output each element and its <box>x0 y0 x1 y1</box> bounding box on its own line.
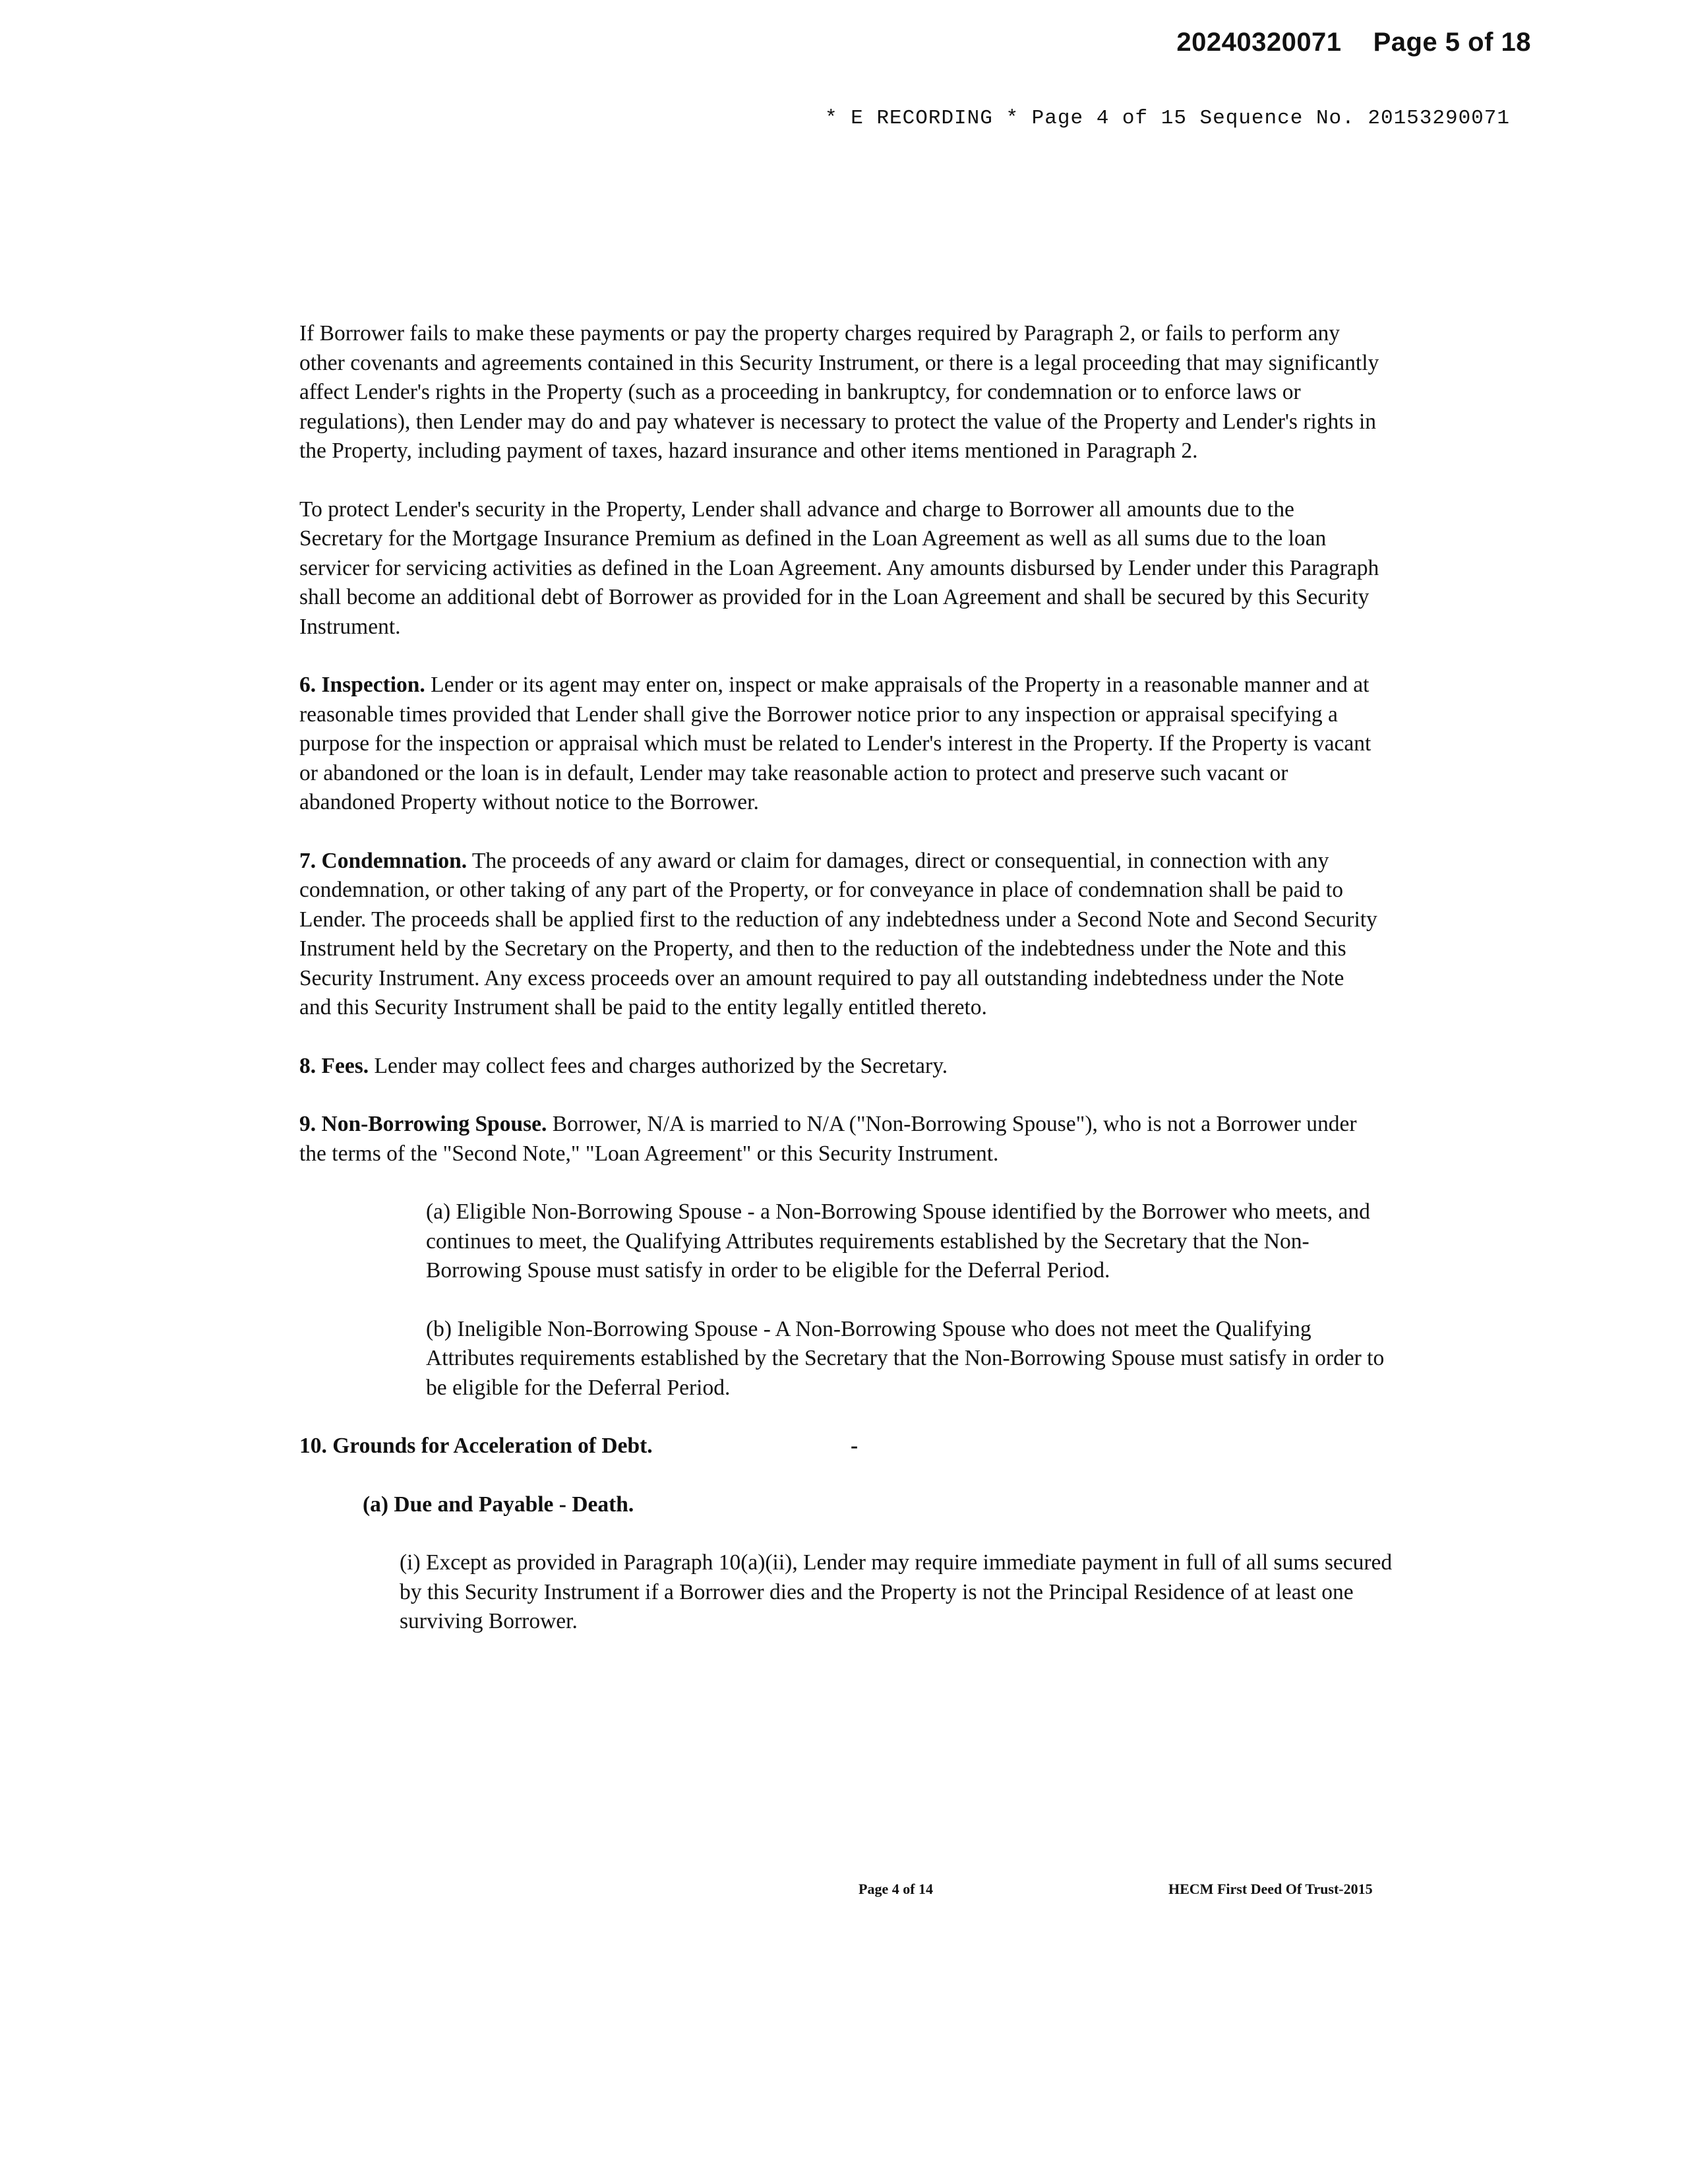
recording-stamp: * E RECORDING * Page 4 of 15 Sequence No. 20153290071 <box>825 107 1510 130</box>
section-9b-ineligible-spouse: (b) Ineligible Non-Borrowing Spouse - A Non-Borrowing Spouse who does not meet the Qualifying Attributes requirements established by the Secretary that the Non-Borrowing Spouse must satisfy in order to be eligible for the Deferral Period. <box>426 1316 1385 1400</box>
section-10a-heading: (a) Due and Payable - Death. <box>363 1492 634 1517</box>
footer-form-name: HECM First Deed Of Trust-2015 <box>1168 1881 1373 1897</box>
section-7-condemnation <box>299 847 1381 1023</box>
section-8-fees <box>299 1052 1381 1081</box>
page-counter: Page 5 of 18 <box>1373 28 1531 57</box>
section-7-heading: 7. Condemnation. <box>299 848 467 873</box>
section-9-heading: 9. Non-Borrowing Spouse. <box>299 1112 547 1136</box>
section-10-heading: 10. Grounds for Acceleration of Debt. <box>299 1434 653 1458</box>
document-number-header <box>1176 28 1531 57</box>
section-8-text: Lender may collect fees and charges authorized by the Secretary. <box>369 1053 948 1078</box>
section-10a-due-payable-death <box>363 1490 1381 1520</box>
section-6-heading: 6. Inspection. <box>299 673 425 697</box>
section-6-text: Lender or its agent may enter on, inspect or make appraisals of the Property in a reasonable manner and at reasonable times provided that Lender shall give the Borrower notice prior to any inspection or appraisal specifying a purpose for the inspection or appraisal which must be related to Lender's interest in the Property. If the Property is vacant or abandoned or the loan is in default, Lender may take reasonable action to protect and preserve such vacant or abandoned Property without notice to the Borrower. <box>299 673 1372 814</box>
footer-page-number: Page 4 of 14 <box>859 1881 934 1897</box>
section-10-acceleration <box>299 1432 1381 1461</box>
section-9-text: Borrower, N/A is married to N/A ("Non-Borrowing Spouse"), who is not a Borrower under the terms of the "Second Note," "Loan Agreement" or this Security Instrument. <box>299 1112 1357 1166</box>
section-9a-eligible-spouse: (a) Eligible Non-Borrowing Spouse - a Non-Borrowing Spouse identified by the Borrower who meets, and continues to meet, the Qualifying Attributes requirements established by the Secretary that the Non-Borrowing Spouse must satisfy in order to be eligible for the Deferral Period. <box>426 1199 1370 1283</box>
paragraph-payments: If Borrower fails to make these payments or pay the property charges required by Paragraph 2, or fails to perform any other covenants and agreements contained in this Security Instrument, or there is a legal proceeding that may significantly affect Lender's rights in the Property (such as a proceeding in bankruptcy, for condemnation or to enforce laws or regulations), then Lender may do and pay whatever is necessary to protect the value of the Property and Lender's rights in the Property, including payment of taxes, hazard insurance and other items mentioned in Paragraph 2. <box>299 321 1379 463</box>
section-7-text: The proceeds of any award or claim for damages, direct or consequential, in connection with any condemnation, or other taking of any part of the Property, or for conveyance in place of condemnation shall be paid to Lender. The proceeds shall be applied first to the reduction of any indebtedness under a Second Note and Second Security Instrument held by the Secretary on the Property, and then to the reduction of the indebtedness under the Note and this Security Instrument. Any excess proceeds over an amount required to pay all outstanding indebtedness under the Note and this Security Instrument shall be paid to the entity legally entitled thereto. <box>299 848 1377 1019</box>
section-6-inspection <box>299 671 1381 818</box>
document-body <box>299 319 1393 1666</box>
paragraph-protect-security: To protect Lender's security in the Property, Lender shall advance and charge to Borrower all amounts due to the Secretary for the Mortgage Insurance Premium as defined in the Loan Agreement as well as all sums due to the loan servicer for servicing activities as defined in the Loan Agreement. Any amounts disbursed by Lender under this Paragraph shall become an additional debt of Borrower as provided for in the Loan Agreement and shall be secured by this Security Instrument. <box>299 497 1379 639</box>
document-number: 20240320071 <box>1176 28 1342 57</box>
section-8-heading: 8. Fees. <box>299 1053 369 1078</box>
section-9-non-borrowing-spouse <box>299 1110 1381 1168</box>
section-10a-i-text: (i) Except as provided in Paragraph 10(a)(ii), Lender may require immediate payment in full of all sums secured by this Security Instrument if a Borrower dies and the Property is not the Principal Residence of at least one surviving Borrower. <box>400 1550 1393 1633</box>
section-10-mark: - <box>851 1434 859 1458</box>
